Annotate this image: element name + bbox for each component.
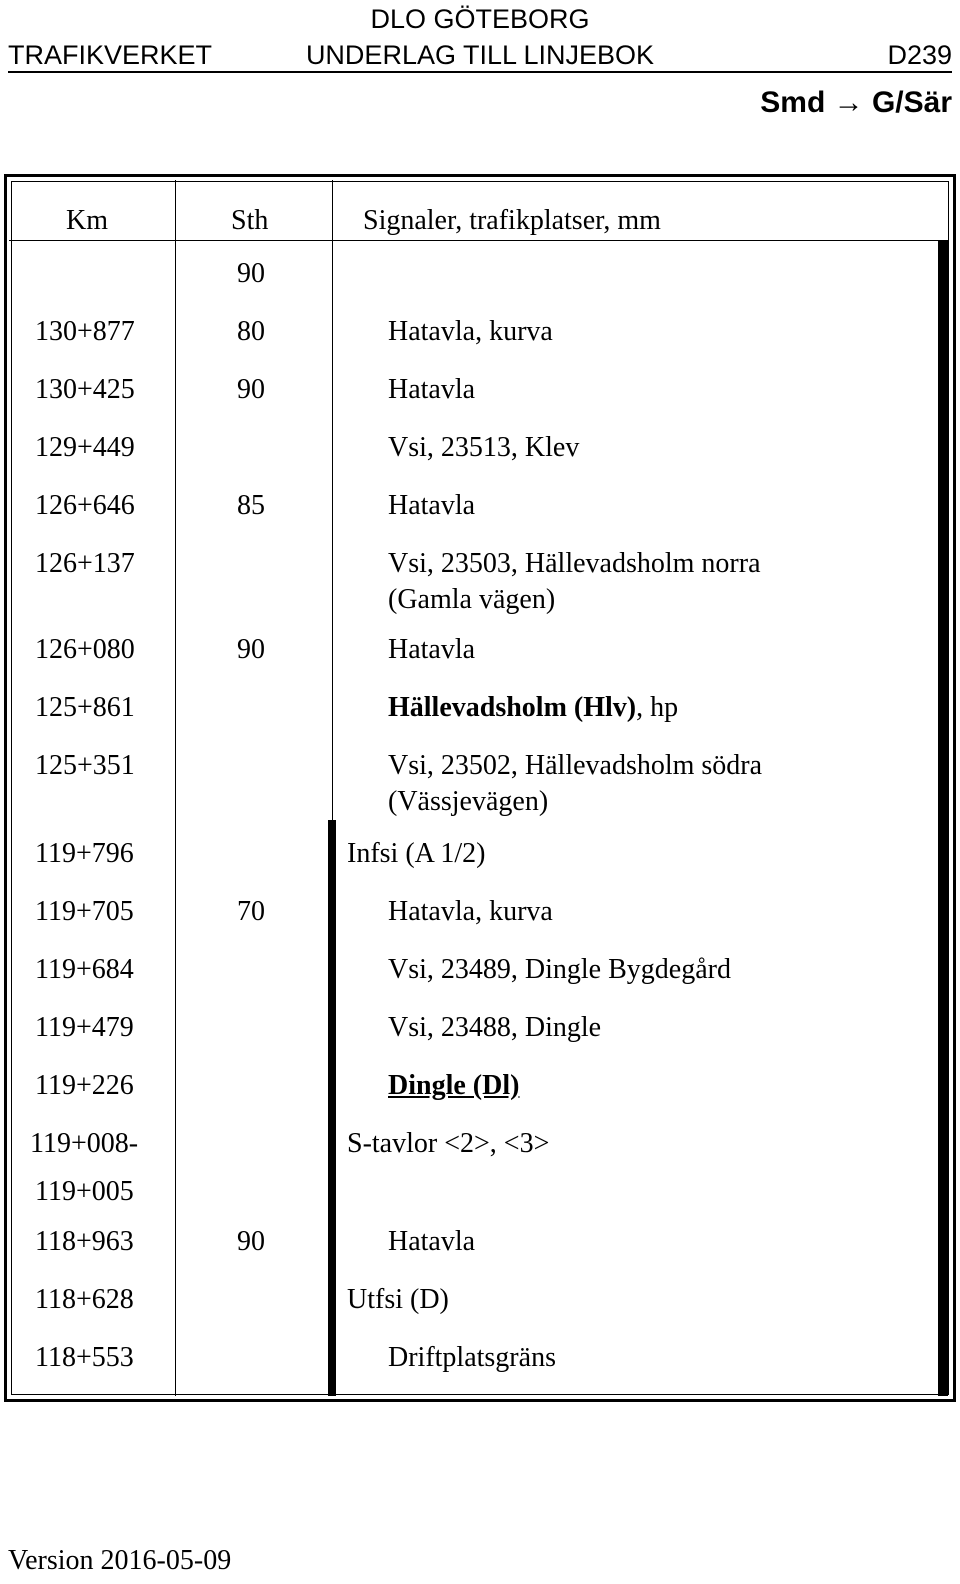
row-text-continuation: (Vässjevägen)	[388, 786, 549, 817]
row-km: 125+351	[35, 750, 135, 781]
row-text	[388, 692, 678, 724]
row-text: Hatavla	[388, 374, 476, 405]
row-text: Vsi, 23503, Hällevadsholm norra	[388, 548, 761, 579]
right-track-bar	[938, 240, 948, 1396]
row-text: Vsi, 23488, Dingle	[388, 1012, 602, 1043]
row-sth: 90	[237, 634, 265, 665]
column-header-sth: Sth	[231, 205, 269, 236]
row-text: Hatavla, kurva	[388, 316, 553, 347]
row-text: Vsi, 23489, Dingle Bygdegård	[388, 954, 731, 985]
office-name: DLO GÖTEBORG	[370, 4, 590, 34]
row-text: S-tavlor <2>, <3>	[347, 1128, 550, 1159]
row-km: 118+553	[35, 1342, 134, 1373]
row-text: Hatavla	[388, 490, 476, 521]
row-km: 130+877	[35, 316, 135, 347]
row-sth: 90	[237, 374, 265, 405]
station-name: Hällevadsholm (Hlv)	[388, 692, 637, 723]
document-code: D239	[887, 40, 952, 70]
row-km: 126+080	[35, 634, 135, 665]
row-km: 119+684	[35, 954, 134, 985]
row-km: 119+226	[35, 1070, 134, 1101]
row-text: Vsi, 23513, Klev	[388, 432, 580, 463]
station-name: Dingle (Dl)	[388, 1070, 520, 1101]
row-km: 119+705	[35, 896, 134, 927]
row-km: 126+646	[35, 490, 135, 521]
row-km: 126+137	[35, 548, 135, 579]
km-column-separator	[175, 180, 176, 1396]
row-sth: 90	[237, 258, 265, 289]
column-header-signals: Signaler, trafikplatser, mm	[363, 205, 661, 236]
row-km: 119+008-	[30, 1128, 139, 1159]
row-km: 119+796	[35, 838, 134, 869]
row-text: Utfsi (D)	[347, 1284, 449, 1315]
row-text: Infsi (A 1/2)	[347, 838, 486, 869]
row-km: 119+479	[35, 1012, 134, 1043]
row-km: 125+861	[35, 692, 135, 723]
route-label: Smd → G/Sär	[760, 86, 952, 119]
row-sth: 90	[237, 1226, 265, 1257]
row-text: Hatavla	[388, 1226, 476, 1257]
column-header-divider	[9, 240, 949, 241]
organization-name: TRAFIKVERKET	[8, 40, 213, 70]
row-text: Driftplatsgräns	[388, 1342, 556, 1373]
column-header-km: Km	[66, 205, 108, 236]
row-text: Hatavla	[388, 634, 476, 665]
version-label: Version 2016-05-09	[8, 1545, 232, 1576]
track-section-bar	[328, 820, 336, 1396]
row-text: Hatavla, kurva	[388, 896, 553, 927]
row-km: 129+449	[35, 432, 135, 463]
row-text-continuation: (Gamla vägen)	[388, 584, 556, 615]
station-type: , hp	[636, 692, 679, 723]
sth-column-separator-upper	[332, 180, 333, 820]
row-sth: 80	[237, 316, 265, 347]
row-km: 118+963	[35, 1226, 134, 1257]
row-km-continuation: 119+005	[35, 1176, 134, 1207]
row-km: 130+425	[35, 374, 135, 405]
row-sth: 70	[237, 896, 265, 927]
header-underline	[8, 71, 952, 73]
document-type: UNDERLAG TILL LINJEBOK	[305, 40, 655, 70]
row-text: Vsi, 23502, Hällevadsholm södra	[388, 750, 763, 781]
row-sth: 85	[237, 490, 265, 521]
row-km: 118+628	[35, 1284, 134, 1315]
